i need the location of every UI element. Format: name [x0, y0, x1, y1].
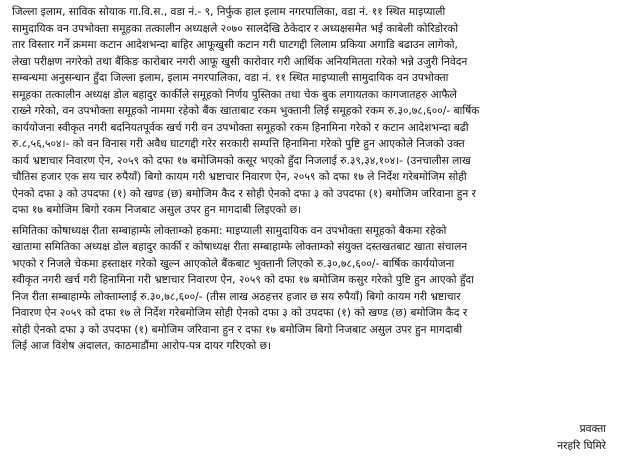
- text-line: रु.८,५६,५०४।- को वन विनास गरी अवैध घाटगद्दी गरेर सरकारी सम्पत्ति हिनामिना गरेको पुष्टि हुन आएकोले निजको उक्त: [12, 138, 465, 150]
- text-line: लिई आज विशेष अदालत, काठमाडौंमा आरोप-पत्र दायर गरिएको छ।: [12, 340, 272, 352]
- press-release-body: [12, 4, 614, 355]
- spokesperson-title: प्रवक्ता: [579, 423, 606, 435]
- text-line: समूहका तत्कालीन अध्यक्ष डोल बहादुर कार्कीले समूहको निर्णय पुस्तिका तथा चेक बुक लगायतका कागजातहरु आफैले: [12, 88, 457, 101]
- text-line: सामुदायिक वन उपभोक्ता समूहका तत्कालीन अध्यक्षले २०७० सालदेखि ठेकेदार र अध्यक्षसमेत भई काबेली कोरिडोरको: [12, 22, 459, 35]
- text-line: कार्य भ्रष्टाचार निवारण ऐन, २०५९ को दफा १७ बमोजिमको कसूर भएको हुँदा निजलाई रु.३९,३४,१०४।- (उनचालीस लाख: [12, 154, 471, 167]
- text-line: दफा १७ बमोजिम बिगो रकम निजबाट असुल उपर हुन मागदाबी लिइएको छ।: [12, 204, 302, 216]
- text-line: लेखा परीक्षण नगरेको तथा बैंकिङ कारोबार नगरी आफू खुसी कारोवार गरी आर्थिक अनियमितता गरेको भन्ने उजुरी निवेदन: [12, 55, 468, 68]
- paragraph-1: [12, 4, 614, 219]
- spokesperson-name: नरहरि घिमिरे: [557, 440, 606, 452]
- signature-block: [557, 421, 606, 455]
- text-line: भएको र निजले चेकमा हस्ताक्षर गरेको खुल्न आएकोले बैंकबाट भुक्तानी लिएको रु.३०,७८,६००/- बार्षिक कार्ययोजना: [12, 257, 455, 270]
- text-line: जिल्ला इलाम, साविक सोयाक गा.वि.स., वडा नं.- ९, निर्फुक हाल इलाम नगरपालिका, वडा नं. ११ स्थित माइप्याली: [12, 6, 446, 18]
- text-line: राख्ने गरेको, वन उपभोक्ता समूहको नाममा रहेको बैंक खाताबाट रकम भुक्तानी लिई समूहको रकम रु.३०,७८,६००/- बार्षिक: [12, 105, 480, 117]
- text-line: समितिका कोषाध्यक्ष रीता सम्बाहाम्फे लोक्ताम्को हकमा: माइप्याली सामुदायिक वन उपभोक्ता समूहको बैकमा रहेको: [12, 224, 447, 237]
- text-line: ऐनको दफा ३ को उपदफा (१) को खण्ड (छ) बमोजिम कैद र सोही ऐनको दफा ३ को उपदफा (१) बमोजिम जरिवाना हुन र: [12, 187, 476, 200]
- text-line: निवारण ऐन २०५९ को दफा १७ ले निर्देश गरेबमोजिम सोही ऐनको दफा ३ को उपदफा (१) को खण्ड (छ) बमोजिम कैद र: [12, 307, 468, 319]
- text-line: खातामा समितिका अध्यक्ष डोल बहादुर कार्की र कोषाध्यक्ष रीता सम्बाहाम्फे लोक्ताम्को संयुक्त दस्तखतबाट खाता संचालन: [12, 241, 468, 253]
- text-line: कार्ययोजना स्वीकृत नगरी बदनियतपूर्वक खर्च गरी वन उपभोक्ता समूहको रकम हिनामिना गरेको र कटान आदेशभन्दा बढी: [12, 121, 469, 134]
- text-line: सोही ऐनको दफा ३ को उपदफा (१) बमोजिम जरिवाना हुन र दफा १७ बमोजिम बिगो निजबाट असुल उपर हुन मागदाबी: [12, 323, 463, 336]
- text-line: स्वीकृत नगरी खर्च गरी हिनामिना गरी भ्रष्टाचार निवारण ऐन, २०५९ को दफा १७ बमोजिम कसुर गरेको पुष्टि हुन आएको हुँदा: [12, 274, 474, 286]
- text-line: निज रीता सम्बाहाम्फे लोक्ताम्लाई रु.३०,७८,६००/- (तीस लाख अठहत्तर हजार छ सय रुपैयाँ) बिगो कायम गरी भ्रष्टाचार: [12, 290, 461, 303]
- text-line: सम्बन्धमा अनुसन्धान हुँदा जिल्ला इलाम, इलाम नगरपालिका, वडा नं. ११ स्थित माइप्याली सामुदायिक वन उपभोक्ता: [12, 72, 449, 84]
- paragraph-2: [12, 223, 614, 355]
- text-line: तार विस्तार गर्ने क्रममा कटान आदेशभन्दा बाहिर आफूखुसी कटान गरी घाटगद्दी लिलाम प्रकिया अगाडि बढाउन लागेको,: [12, 39, 458, 51]
- text-line: चौतिस हजार एक सय चार रुपैयाँ) बिगो कायम गरी भ्रष्टाचार निवारण ऐन, २०५९ को दफा १७ ले निर्देश गरेबमोजिम सोही: [12, 171, 467, 183]
